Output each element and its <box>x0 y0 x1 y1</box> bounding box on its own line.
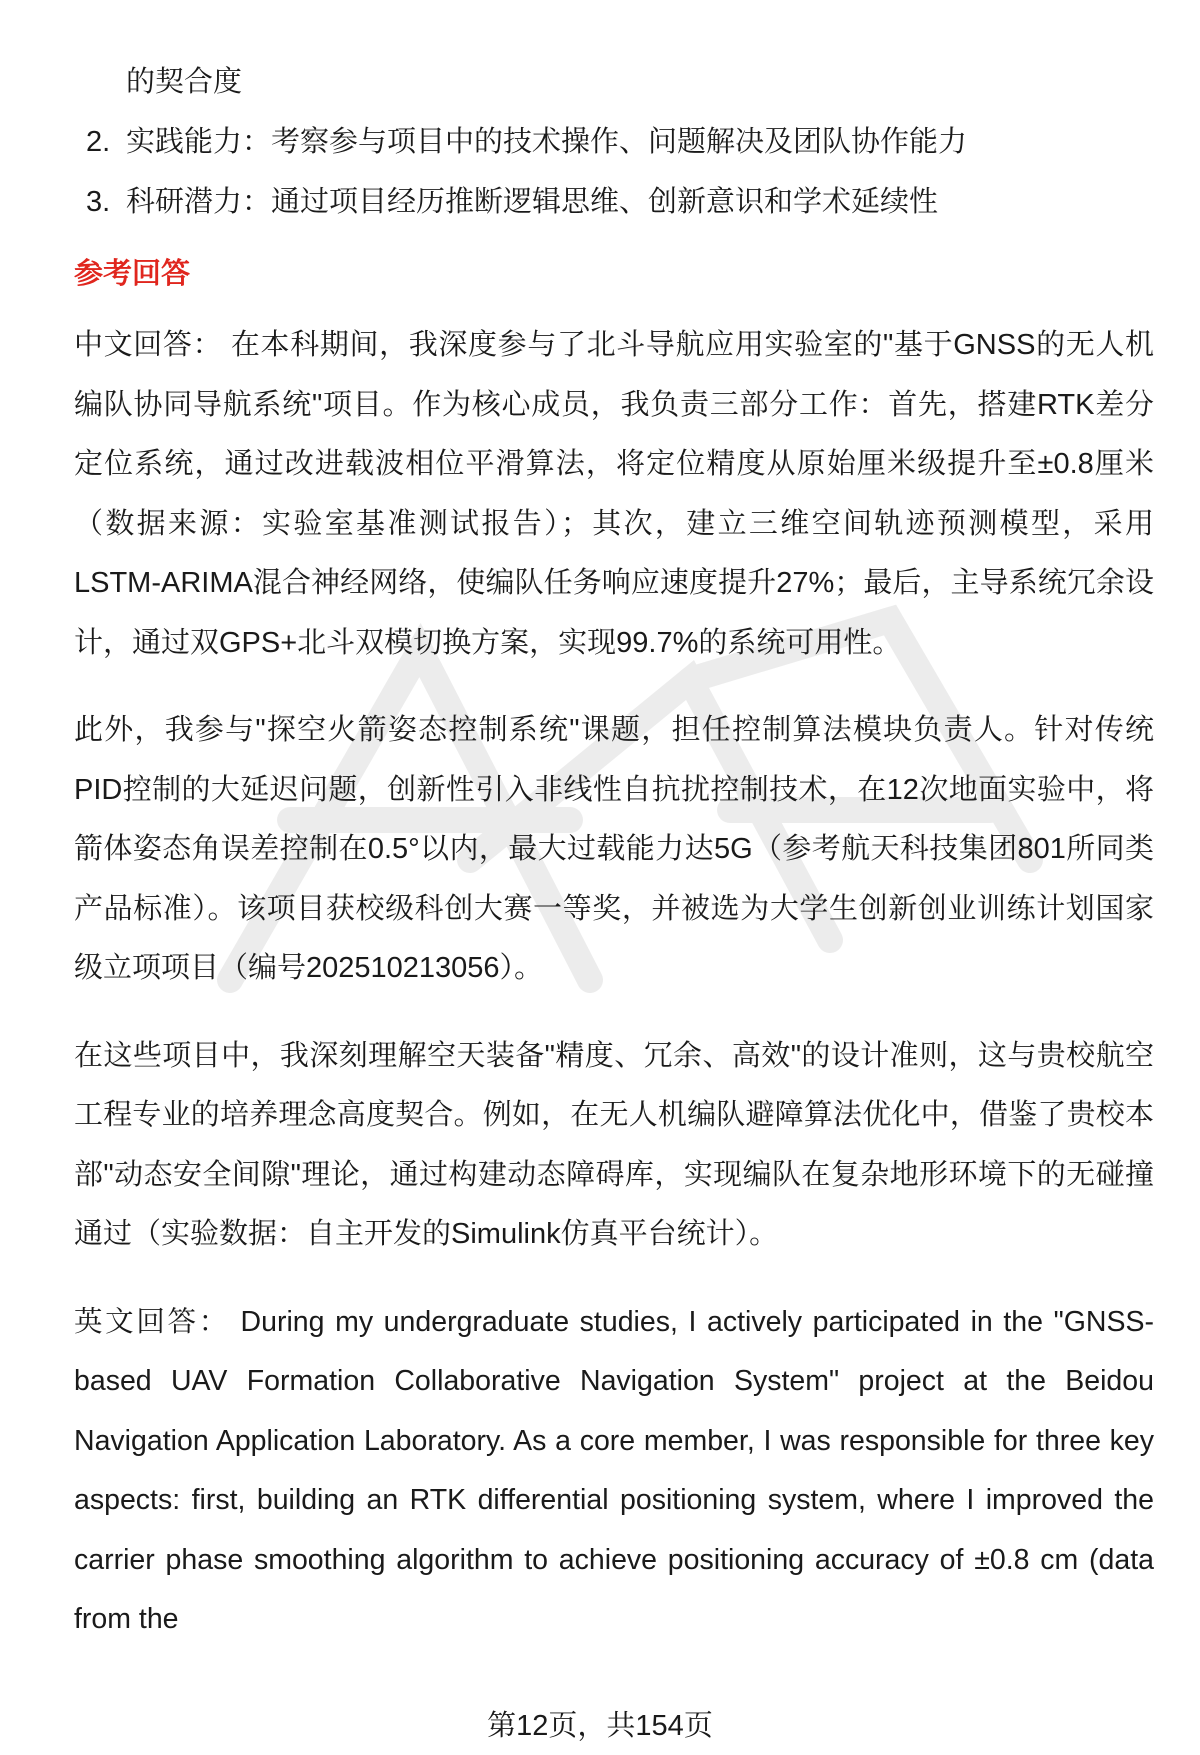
paragraph-design-principles: 在这些项目中，我深刻理解空天装备"精度、冗余、高效"的设计准则，这与贵校航空工程专业的培养理念高度契合。例如，在无人机编队避障算法优化中，借鉴了贵校本部"动态安全间隙"理论，通过构建动态障碍库，实现编队在复杂地形环境下的无碰撞通过（实验数据：自主开发的Simulink仿真平台统计）。 <box>74 1039 1154 1250</box>
list-item <box>74 112 1154 172</box>
criteria-list <box>74 112 1154 232</box>
page-number-footer: 第12页，共154页 <box>487 1710 713 1742</box>
document-body <box>74 52 1154 1650</box>
list-item <box>74 172 1154 232</box>
continuation-text: 的契合度 <box>126 66 243 98</box>
section-heading: 参考回答 <box>74 258 191 290</box>
paragraph-english-answer: 英文回答： During my undergraduate studies, I actively participated in the "GNSS-based UAV Formation Collaborative Navigation System" project at the Beidou Navigation Application Laboratory. As a core member, I was responsible for three key aspects: first, building an RTK differential positioning system, where I improved the carrier phase smoothing algorithm to achieve positioning accuracy of ±0.8 cm (data from the <box>74 1305 1154 1635</box>
paragraph-chinese-answer: 中文回答： 在本科期间，我深度参与了北斗导航应用实验室的"基于GNSS的无人机编队协同导航系统"项目。作为核心成员，我负责三部分工作：首先，搭建RTK差分定位系统，通过改进载波相位平滑算法，将定位精度从原始厘米级提升至±0.8厘米（数据来源：实验室基准测试报告）；其次，建立三维空间轨迹预测模型，采用LSTM-ARIMA混合神经网络，使编队任务响应速度提升27%；最后，主导系统冗余设计，通过双GPS+北斗双模切换方案，实现99.7%的系统可用性。 <box>74 329 1154 659</box>
list-item-text: 实践能力：考察参与项目中的技术操作、问题解决及团队协作能力 <box>126 126 968 158</box>
list-item-number: 3. <box>86 186 111 218</box>
list-item-text: 科研潜力：通过项目经历推断逻辑思维、创新意识和学术延续性 <box>126 186 939 218</box>
list-item-number: 2. <box>86 126 111 158</box>
paragraph-rocket-project: 此外，我参与"探空火箭姿态控制系统"课题，担任控制算法模块负责人。针对传统PID控制的大延迟问题，创新性引入非线性自抗扰控制技术，在12次地面实验中，将箭体姿态角误差控制在0.5°以内，最大过载能力达5G（参考航天科技集团801所同类产品标准）。该项目获校级科创大赛一等奖，并被选为大学生创新创业训练计划国家级立项项目（编号202510213056）。 <box>74 714 1154 984</box>
